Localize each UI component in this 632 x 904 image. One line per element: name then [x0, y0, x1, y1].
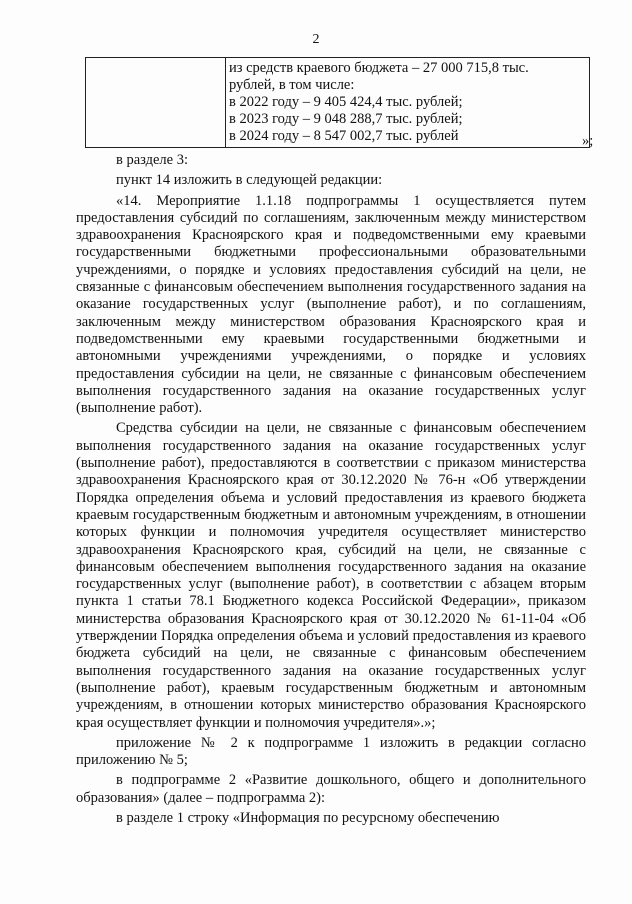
funding-line: в 2022 году – 9 405 424,4 тыс. рублей;	[229, 94, 463, 110]
funding-line: в 2023 году – 9 048 288,7 тыс. рублей;	[229, 111, 463, 127]
paragraph: в подпрограмме 2 «Развитие дошкольного, общего и дополнительного образования» (далее – подпрограмма 2):	[76, 772, 586, 806]
paragraph: «14. Мероприятие 1.1.18 подпрограммы 1 осуществляется путем предоставления субсидий по соглашениям, заключенным между министерством здравоохранения Красноярского края и подведомственными ему краевыми государственными бюджетными профессиональными образовательными учреждениями, о порядке и условиях предоставления субсидий на цели, не связанные с финансовым обеспечением выполнения государственного задания на оказание государственных услуг (выполнение работ), и по соглашениям, заключенным между министерством образования Красноярского края и подведомственными ему краевыми государственными бюджетными и автономными учреждениями учреждениями, о порядке и условиях предоставления субсидии на цели, не связанные с финансовым обеспечением выполнения государственного задания на оказание государственных услуг (выполнение работ).	[76, 192, 586, 417]
table-cell-funding	[226, 58, 590, 148]
funding-line: рублей, в том числе:	[229, 77, 355, 93]
funding-table	[85, 57, 590, 148]
document-body	[76, 152, 586, 827]
paragraph: пункт 14 изложить в следующей редакции:	[116, 172, 383, 189]
funding-line: в 2024 году – 8 547 002,7 тыс. рублей	[229, 128, 459, 144]
paragraph: в разделе 3:	[116, 152, 189, 168]
table-cell-empty	[86, 58, 226, 148]
closing-quote-mark: »;	[582, 133, 594, 149]
paragraph: Средства субсидии на цели, не связанные с финансовым обеспечением выполнения государственного задания на оказание государственных услуг (выполнение работ), предоставляются в соответствии с приказом министерства здравоохранения Красноярского края от 30.12.2020 № 76-н «Об утверждении Порядка определения объема и условий предоставления из краевого бюджета краевым государственным бюджетным и автономным учреждениям, в отношении которых функции и полномочия учредителя осуществляет министерство здравоохранения Красноярского края, субсидий на цели, не связанные с финансовым обеспечением выполнения государственного задания на оказание государственных услуг (выполнение работ), в соответствии с абзацем вторым пункта 1 статьи 78.1 Бюджетного кодекса Российской Федерации», приказом министерства образования Красноярского края от 30.12.2020 № 61-11-04 «Об утверждении Порядка определения объема и условий предоставления из краевого бюджета субсидий на цели, не связанные с финансовым обеспечением выполнения государственного задания на оказание государственных услуг (выполнение работ), краевым государственным бюджетным и автономным учреждениям, в отношении которых министерство образования Красноярского края осуществляет функции и полномочия учредителя».»;	[76, 420, 586, 731]
page-number: 2	[312, 32, 320, 47]
funding-line: из средств краевого бюджета – 27 000 715,8 тыс.	[229, 60, 529, 76]
table-row	[86, 58, 590, 148]
paragraph: приложение № 2 к подпрограмме 1 изложить в редакции согласно приложению № 5;	[76, 734, 586, 769]
paragraph: в разделе 1 строку «Информация по ресурсному обеспечению	[116, 809, 500, 826]
